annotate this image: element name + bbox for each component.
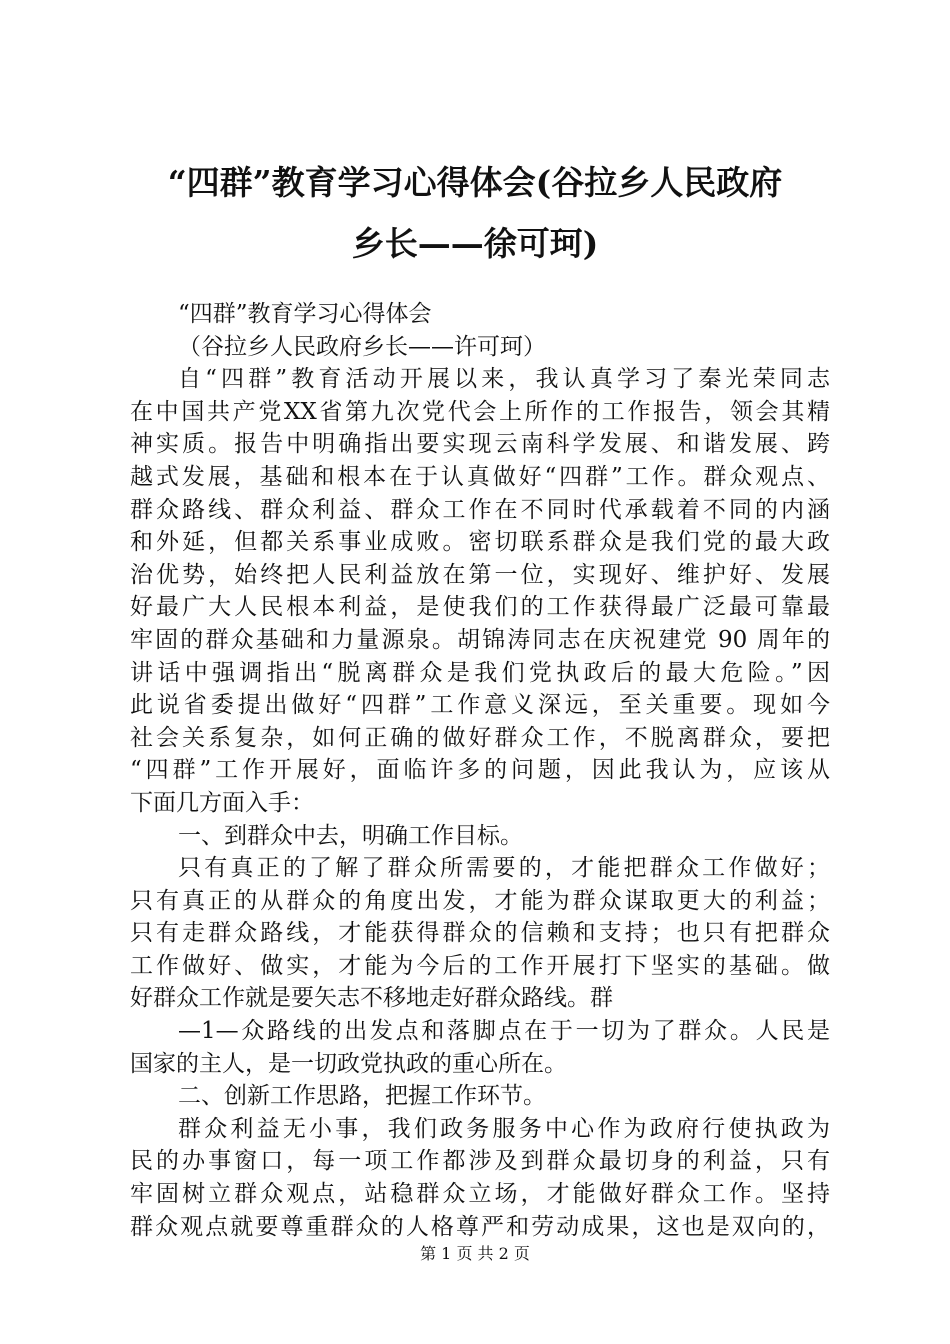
body-text-line: 国家的主人，是一切政党执政的重心所在。: [130, 1050, 567, 1077]
body-text-line: 好最广大人民根本利益，是使我们的工作获得最广泛最可靠最: [130, 594, 830, 621]
body-text-line: 群众路线、群众利益、群众工作在不同时代承载着不同的内涵: [130, 496, 830, 523]
page-footer: 第 1 页 共 2 页: [420, 1244, 530, 1263]
body-text-line: 和外延，但都关系事业成败。密切联系群众是我们党的最大政: [130, 529, 830, 556]
body-text-line: 工作做好、做实，才能为今后的工作开展打下坚实的基础。做: [130, 952, 830, 979]
body-text-line: 下面几方面入手：: [130, 789, 314, 816]
body-text-line: 此说省委提出做好“四群”工作意义深远，至关重要。现如今: [130, 692, 830, 719]
body-text-line: 自“四群”教育活动开展以来，我认真学习了秦光荣同志: [178, 366, 830, 393]
body-text-line: “四群”教育学习心得体会: [178, 301, 432, 327]
body-text-line: 群众观点就要尊重群众的人格尊严和劳动成果，这也是双向的，: [130, 1213, 830, 1240]
body-text-line: 越式发展，基础和根本在于认真做好“四群”工作。群众观点、: [130, 463, 830, 490]
body-text-line: 牢固的群众基础和力量源泉。胡锦涛同志在庆祝建党 90 周年的: [130, 626, 830, 653]
body-text-line: —1—众路线的出发点和落脚点在于一切为了群众。人民是: [178, 1018, 830, 1045]
body-text-line: “四群”工作开展好，面临许多的问题，因此我认为，应该从: [130, 757, 830, 784]
body-text-line: 神实质。报告中明确指出要实现云南科学发展、和谐发展、跨: [130, 431, 830, 458]
body-text-line: 只有真正的了解了群众所需要的，才能把群众工作做好；: [178, 855, 830, 882]
document-title-line-2: 乡长——徐可珂): [351, 224, 599, 263]
body-text-line: 只有真正的从群众的角度出发，才能为群众谋取更大的利益；: [130, 887, 830, 914]
body-text-line: 好群众工作就是要矢志不移地走好群众路线。群: [130, 985, 613, 1012]
body-text-line: 社会关系复杂，如何正确的做好群众工作，不脱离群众，要把: [130, 724, 830, 751]
body-text-line: 在中国共产党XX省第九次党代会上所作的工作报告，领会其精: [130, 398, 830, 425]
body-text-line: 一、到群众中去，明确工作目标。: [178, 822, 523, 849]
body-text-line: 群众利益无小事，我们政务服务中心作为政府行使执政为: [178, 1115, 830, 1142]
body-text-line: 二、创新工作思路，把握工作环节。: [178, 1083, 546, 1110]
document-body: [130, 298, 830, 1243]
document-title-line-1: “四群”教育学习心得体会(谷拉乡人民政府: [167, 163, 783, 202]
body-text-line: 民的办事窗口，每一项工作都涉及到群众最切身的利益，只有: [130, 1148, 830, 1175]
body-text-line: 讲话中强调指出“脱离群众是我们党执政后的最大危险。”因: [130, 659, 830, 686]
body-text-line: 只有走群众路线，才能获得群众的信赖和支持；也只有把群众: [130, 920, 830, 947]
body-text-line: 牢固树立群众观点，站稳群众立场，才能做好群众工作。坚持: [130, 1181, 830, 1208]
body-text-line: 治优势，始终把人民利益放在第一位，实现好、维护好、发展: [130, 561, 830, 588]
body-text-line: （谷拉乡人民政府乡长——许可珂）: [178, 333, 546, 360]
